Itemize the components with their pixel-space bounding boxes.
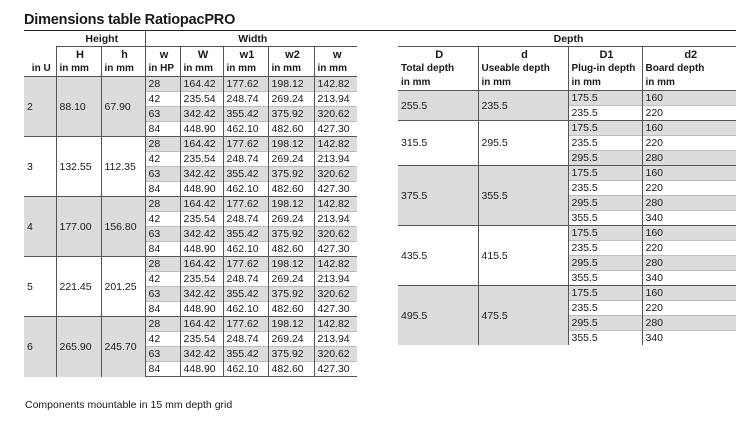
board-depth-cell: 160 [642,286,736,301]
width-cell: 177.62 [223,137,268,152]
width-cell: 213.94 [314,212,357,227]
width-cell: 427.30 [314,362,357,377]
width-cell: 28 [145,197,180,212]
width-cell: 355.42 [223,347,268,362]
width-cell: 213.94 [314,272,357,287]
width-cell: 235.54 [180,272,223,287]
height-h-cell: 245.70 [101,317,145,377]
height-width-table [24,31,357,377]
height-u-cell: 2 [24,77,56,137]
board-depth-cell: 220 [642,241,736,256]
width-cell: 462.10 [223,302,268,317]
width-cell: 320.62 [314,227,357,242]
width-cell: 248.74 [223,152,268,167]
width-cell: 42 [145,212,180,227]
useable-depth-cell: 295.5 [478,121,568,166]
width-cell: 213.94 [314,332,357,347]
board-depth-cell: 220 [642,136,736,151]
width-cell: 164.42 [180,197,223,212]
width-cell: 269.24 [268,332,314,347]
total-depth-cell: 255.5 [398,91,478,121]
width-cell: 42 [145,92,180,107]
height-u-cell: 4 [24,197,56,257]
plug-in-depth-cell: 355.5 [568,211,642,226]
width-cell: 355.42 [223,287,268,302]
width-cell: 177.62 [223,257,268,272]
col-unit: in mm [642,76,736,91]
width-cell: 142.82 [314,257,357,272]
width-cell: 177.62 [223,77,268,92]
plug-in-depth-cell: 355.5 [568,271,642,286]
col-symbol: d2 [642,47,736,63]
width-cell: 84 [145,362,180,377]
width-cell: 427.30 [314,302,357,317]
width-cell: 198.12 [268,317,314,332]
depth-body [398,91,736,346]
width-cell: 462.10 [223,182,268,197]
col-symbol: H [56,47,101,63]
plug-in-depth-cell: 175.5 [568,91,642,106]
width-cell: 427.30 [314,122,357,137]
width-cell: 320.62 [314,167,357,182]
width-cell: 375.92 [268,227,314,242]
width-cell: 248.74 [223,272,268,287]
width-cell: 448.90 [180,122,223,137]
plug-in-depth-cell: 355.5 [568,331,642,346]
width-cell: 164.42 [180,317,223,332]
height-h-cell: 112.35 [101,137,145,197]
height-group-header: Height [56,31,145,47]
width-cell: 269.24 [268,92,314,107]
width-cell: 63 [145,227,180,242]
width-cell: 213.94 [314,152,357,167]
board-depth-cell: 340 [642,331,736,346]
width-cell: 355.42 [223,167,268,182]
width-cell: 342.42 [180,107,223,122]
width-cell: 269.24 [268,152,314,167]
col-symbol: W [180,47,223,63]
plug-in-depth-cell: 175.5 [568,166,642,181]
height-H-cell: 221.45 [56,257,101,317]
width-cell: 142.82 [314,77,357,92]
table-row [24,137,357,152]
width-cell: 342.42 [180,347,223,362]
plug-in-depth-cell: 235.5 [568,301,642,316]
width-cell: 84 [145,122,180,137]
width-cell: 427.30 [314,242,357,257]
plug-in-depth-cell: 175.5 [568,226,642,241]
col-label: Plug-in depth [568,62,642,76]
col-unit: in mm [223,62,268,77]
width-cell: 482.60 [268,302,314,317]
col-symbol: w [314,47,357,63]
width-cell: 42 [145,272,180,287]
table-row [398,286,736,301]
plug-in-depth-cell: 295.5 [568,196,642,211]
depth-table [398,31,736,345]
width-cell: 28 [145,137,180,152]
width-cell: 84 [145,242,180,257]
plug-in-depth-cell: 175.5 [568,286,642,301]
width-cell: 63 [145,287,180,302]
width-cell: 320.62 [314,347,357,362]
table-row [24,197,357,212]
width-cell: 375.92 [268,347,314,362]
width-cell: 63 [145,167,180,182]
width-cell: 482.60 [268,182,314,197]
col-label: Board depth [642,62,736,76]
width-cell: 198.12 [268,77,314,92]
col-symbol: D [435,48,444,61]
width-cell: 177.62 [223,317,268,332]
board-depth-cell: 340 [642,271,736,286]
width-cell: 177.62 [223,197,268,212]
board-depth-cell: 280 [642,151,736,166]
useable-depth-cell: 475.5 [478,286,568,346]
plug-in-depth-cell: 175.5 [568,121,642,136]
width-cell: 375.92 [268,107,314,122]
width-cell: 142.82 [314,137,357,152]
table-row [24,257,357,272]
height-u-cell: 6 [24,317,56,377]
width-cell: 462.10 [223,362,268,377]
width-cell: 269.24 [268,272,314,287]
board-depth-cell: 160 [642,121,736,136]
width-cell: 198.12 [268,197,314,212]
col-unit: in mm [568,76,642,91]
width-cell: 42 [145,152,180,167]
board-depth-cell: 220 [642,181,736,196]
width-cell: 248.74 [223,332,268,347]
col-unit: in HP [145,62,180,77]
col-symbol: h [101,47,145,63]
col-unit: in mm [478,76,568,91]
col-symbol: d [478,47,568,63]
width-cell: 355.42 [223,227,268,242]
board-depth-cell: 280 [642,196,736,211]
col-unit: in mm [401,77,431,88]
width-cell: 63 [145,107,180,122]
width-cell: 320.62 [314,287,357,302]
col-label: Useable depth [478,62,568,76]
width-cell: 142.82 [314,197,357,212]
width-cell: 164.42 [180,257,223,272]
width-cell: 342.42 [180,167,223,182]
plug-in-depth-cell: 235.5 [568,106,642,121]
col-unit: in mm [101,62,145,77]
width-cell: 84 [145,302,180,317]
width-cell: 375.92 [268,167,314,182]
total-depth-cell: 375.5 [398,166,478,226]
table-row [398,226,736,241]
width-cell: 198.12 [268,137,314,152]
footnote: Components mountable in 15 mm depth grid [25,399,233,411]
width-cell: 235.54 [180,212,223,227]
width-cell: 142.82 [314,317,357,332]
plug-in-depth-cell: 235.5 [568,136,642,151]
col-symbol: w1 [223,47,268,63]
col-symbol: D1 [568,47,642,63]
useable-depth-cell: 415.5 [478,226,568,286]
width-cell: 198.12 [268,257,314,272]
width-cell: 213.94 [314,92,357,107]
page-title: Dimensions table RatiopacPRO [24,12,236,28]
width-cell: 28 [145,77,180,92]
height-u-cell: 3 [24,137,56,197]
table-row [398,91,736,106]
width-cell: 448.90 [180,302,223,317]
width-cell: 342.42 [180,227,223,242]
width-cell: 84 [145,182,180,197]
height-H-cell: 265.90 [56,317,101,377]
width-cell: 164.42 [180,77,223,92]
width-group-header: Width [145,31,357,47]
width-cell: 462.10 [223,242,268,257]
width-cell: 342.42 [180,287,223,302]
width-cell: 448.90 [180,182,223,197]
width-cell: 482.60 [268,122,314,137]
width-cell: 482.60 [268,362,314,377]
width-cell: 248.74 [223,212,268,227]
board-depth-cell: 160 [642,226,736,241]
width-cell: 63 [145,347,180,362]
plug-in-depth-cell: 235.5 [568,181,642,196]
plug-in-depth-cell: 235.5 [568,241,642,256]
plug-in-depth-cell: 295.5 [568,316,642,331]
table-row [24,317,357,332]
total-depth-cell: 435.5 [398,226,478,286]
height-H-cell: 88.10 [56,77,101,137]
width-cell: 448.90 [180,242,223,257]
plug-in-depth-cell: 295.5 [568,256,642,271]
col-unit: in U [31,63,51,74]
col-unit: in mm [56,62,101,77]
board-depth-cell: 280 [642,316,736,331]
width-cell: 427.30 [314,182,357,197]
table-row [24,77,357,92]
board-depth-cell: 220 [642,301,736,316]
height-H-cell: 132.55 [56,137,101,197]
width-cell: 375.92 [268,287,314,302]
height-u-cell: 5 [24,257,56,317]
board-depth-cell: 220 [642,106,736,121]
board-depth-cell: 340 [642,211,736,226]
col-unit: in mm [180,62,223,77]
width-cell: 320.62 [314,107,357,122]
width-cell: 235.54 [180,92,223,107]
height-width-body [24,77,357,377]
width-cell: 164.42 [180,137,223,152]
useable-depth-cell: 235.5 [478,91,568,121]
width-cell: 28 [145,317,180,332]
table-row [398,166,736,181]
height-h-cell: 67.90 [101,77,145,137]
depth-group-header: Depth [398,31,736,47]
board-depth-cell: 160 [642,91,736,106]
width-cell: 448.90 [180,362,223,377]
width-cell: 248.74 [223,92,268,107]
width-cell: 235.54 [180,152,223,167]
width-cell: 269.24 [268,212,314,227]
height-h-cell: 201.25 [101,257,145,317]
useable-depth-cell: 355.5 [478,166,568,226]
width-cell: 462.10 [223,122,268,137]
height-h-cell: 156.80 [101,197,145,257]
width-cell: 482.60 [268,242,314,257]
col-symbol [24,47,56,63]
col-unit: in mm [314,62,357,77]
total-depth-cell: 315.5 [398,121,478,166]
board-depth-cell: 280 [642,256,736,271]
col-unit: in mm [268,62,314,77]
total-depth-cell: 495.5 [398,286,478,346]
board-depth-cell: 160 [642,166,736,181]
height-H-cell: 177.00 [56,197,101,257]
col-symbol: w2 [268,47,314,63]
width-cell: 28 [145,257,180,272]
col-label: Total depth [401,63,455,74]
width-cell: 235.54 [180,332,223,347]
table-row [398,121,736,136]
col-symbol: w [145,47,180,63]
plug-in-depth-cell: 295.5 [568,151,642,166]
width-cell: 355.42 [223,107,268,122]
width-cell: 42 [145,332,180,347]
